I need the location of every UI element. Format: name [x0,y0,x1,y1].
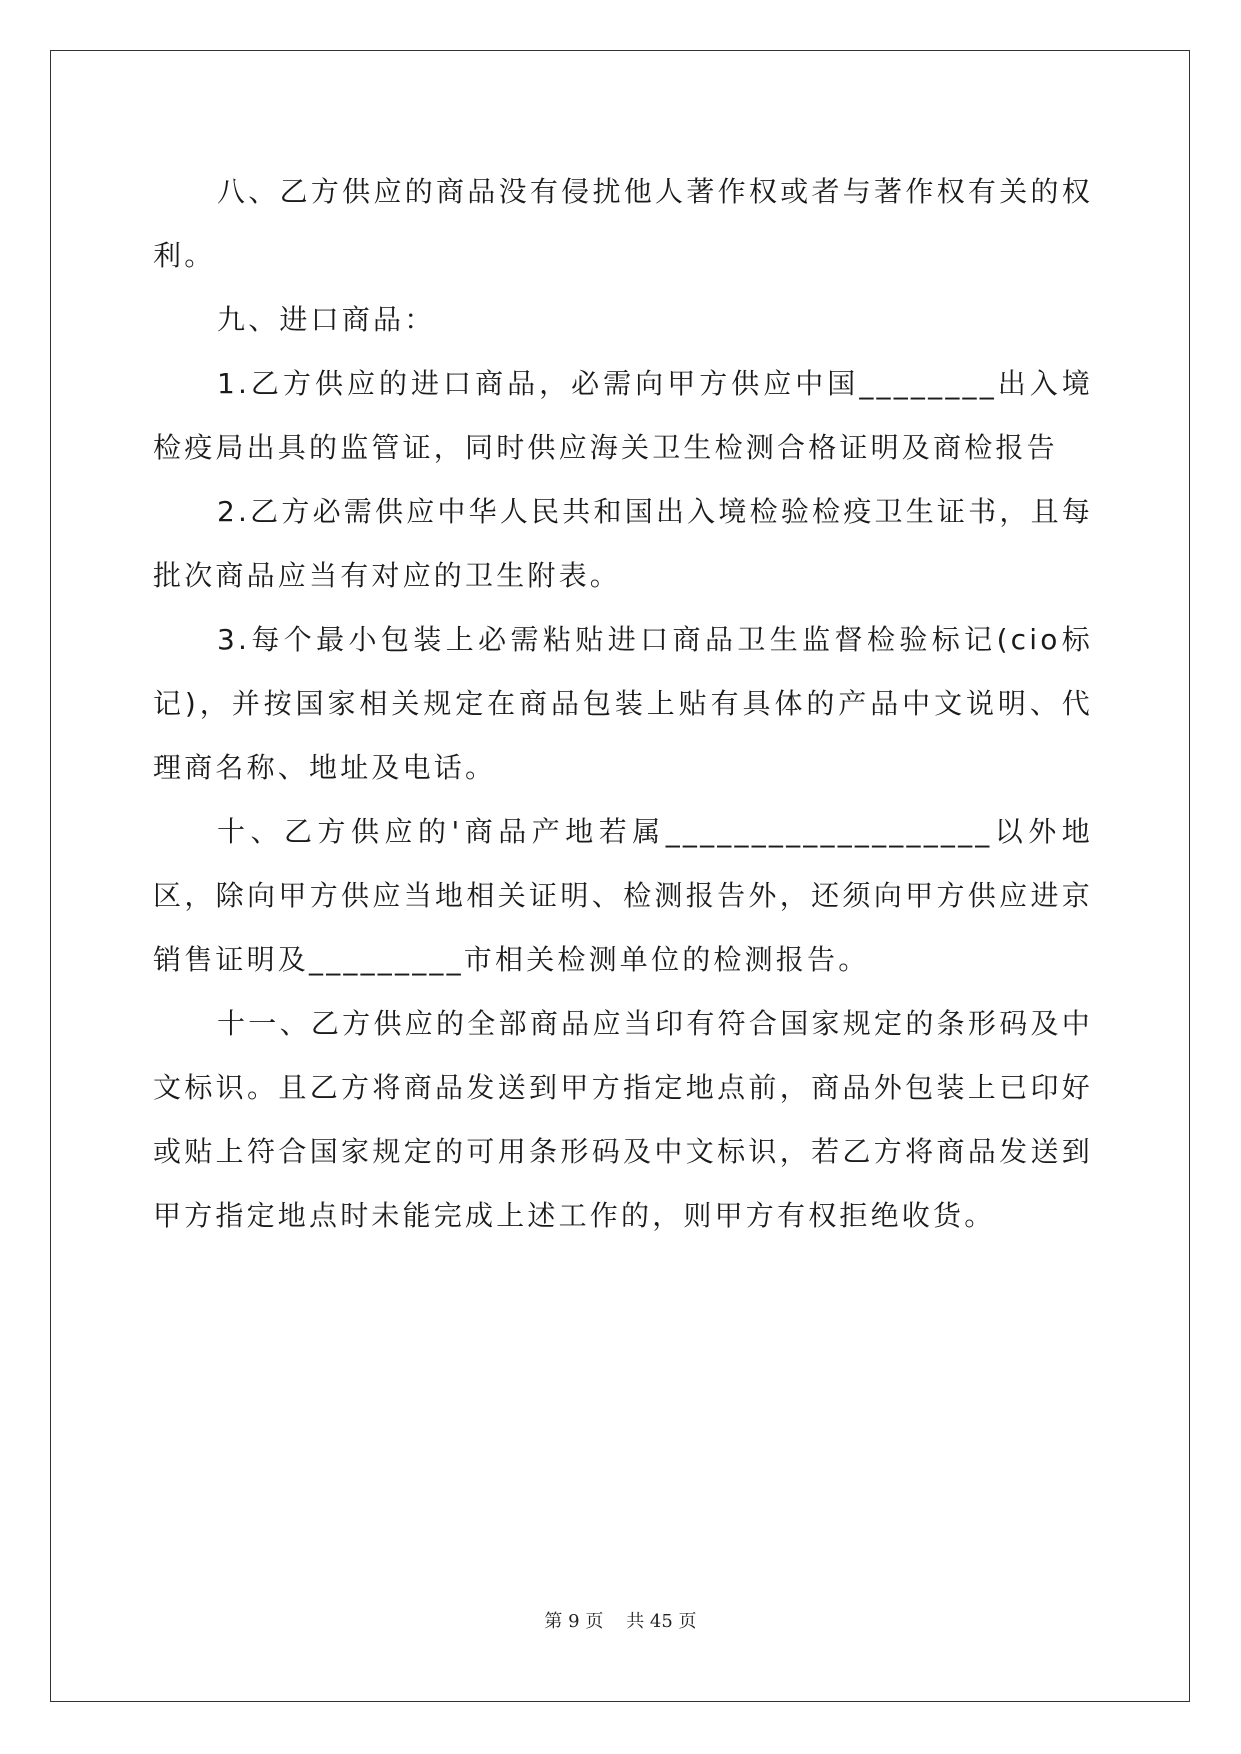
page-number-footer: 第 9 页 共 45 页 [544,1611,697,1632]
paragraph-9-item-3: 3.每个最小包装上必需粘贴进口商品卫生监督检验标记(cio标记)，并按国家相关规定在商品包装上贴有具体的产品中文说明、代理商名称、地址及电话。 [153,623,1093,784]
paragraph-9-item-1: 1.乙方供应的进口商品，必需向甲方供应中国________出入境检疫局出具的监管证，同时供应海关卫生检测合格证明及商检报告 [153,367,1093,464]
paragraph-9-heading: 九、进口商品： [217,303,436,336]
paragraph-11: 十一、乙方供应的全部商品应当印有符合国家规定的条形码及中文标识。且乙方将商品发送到甲方指定地点前，商品外包装上已印好或贴上符合国家规定的可用条形码及中文标识，若乙方将商品发送到甲方指定地点时未能完成上述工作的，则甲方有权拒绝收货。 [153,1007,1093,1232]
paragraph-8: 八、乙方供应的商品没有侵扰他人著作权或者与著作权有关的权利。 [153,175,1093,272]
document-body [153,160,1093,1248]
paragraph-10: 十、乙方供应的'商品产地若属___________________以外地区，除向甲方供应当地相关证明、检测报告外，还须向甲方供应进京销售证明及_________市相关检测单位的检测报告。 [153,815,1093,976]
paragraph-9-item-2: 2.乙方必需供应中华人民共和国出入境检验检疫卫生证书，且每批次商品应当有对应的卫生附表。 [153,495,1093,592]
